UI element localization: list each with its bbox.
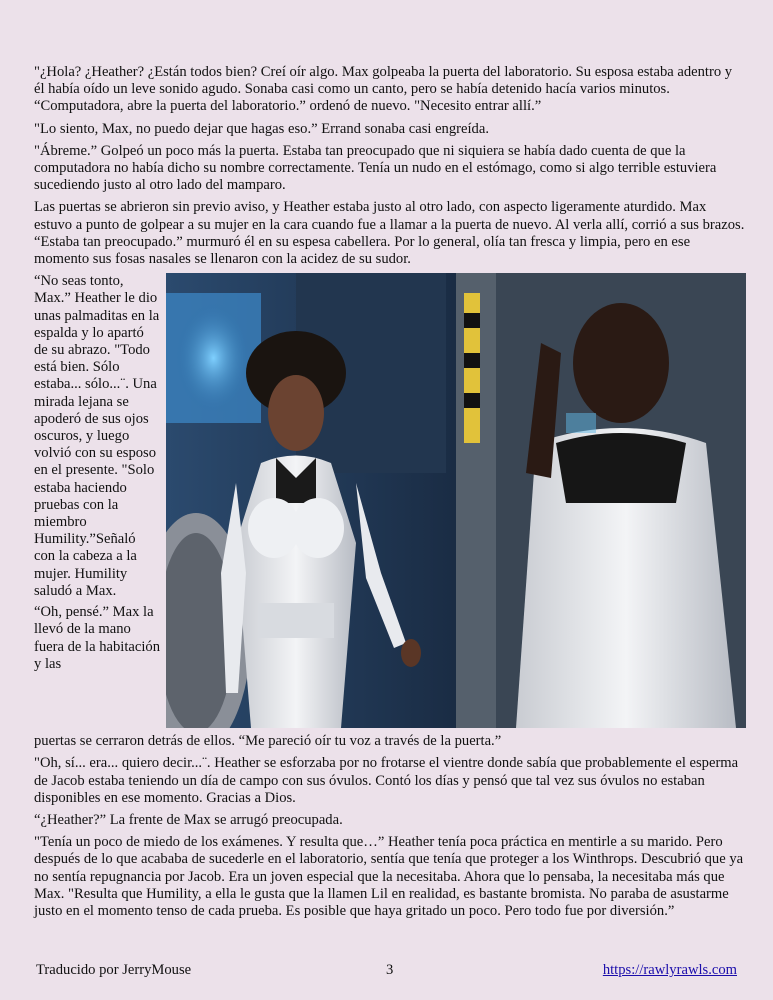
paragraph: "¿Hola? ¿Heather? ¿Están todos bien? Creí oír algo. Max golpeaba la puerta del laboratorio. Su esposa estaba adentro y él había oído un leve sonido agudo. Sonaba casi como un canto, pero se había detenido hacía varios minutos. “Computadora, abre la puerta del laboratorio.” ordenó de nuevo. "Necesito entrar allí.” [34, 64, 733, 115]
paragraph: “¿Heather?” La frente de Max se arrugó preocupada. [34, 812, 343, 829]
page-number: 3 [386, 962, 394, 978]
paragraph: puertas se cerraron detrás de ellos. “Me pareció oír tu voz a través de la puerta.” [34, 733, 502, 750]
translator-credit: Traducido por JerryMouse [36, 962, 192, 978]
document-body [34, 64, 746, 925]
paragraph: "Tenía un poco de miedo de los exámenes. Y resulta que…” Heather tenía poca práctica en mentirle a su marido. Pero después de lo que acababa de sucederle en el laboratorio, sentía que tenía que proteger a los Winthrops. Descubrió que ya no sentía repugnancia por Jacob. Era un joven especial que la necesitaba. Ahora que lo pensaba, la necesitaba más que Max. "Resulta que Humility, a ella le gusta que la llamen Lil en realidad, es bastante bromista. No paraba de asustarme justo en el momento tenso de cada prueba. Es posible que haya gritado un poco. Pero todo fue por diversión.” [34, 834, 744, 920]
side-column [34, 273, 160, 677]
paragraph: "Lo siento, Max, no puedo dejar que hagas eso.” Errand sonaba casi engreída. [34, 120, 489, 137]
text-image-wrap [34, 273, 746, 733]
website-link[interactable]: https://rawlyrawls.com [602, 962, 737, 978]
paragraph: "Ábreme.” Golpeó un poco más la puerta. Estaba tan preocupado que ni siquiera se había dado cuenta de que la computadora no había dicho su nombre correctamente. Tenía un nudo en el estómago, como si algo terrible estuviera sucediendo justo al otro lado del mamparo. [34, 142, 717, 194]
page-footer [36, 962, 737, 979]
scene-illustration [166, 273, 746, 728]
paragraph: “No seas tonto, Max.” Heather le dio unas palmaditas en la espalda y lo apartó de su abrazo. "Todo está bien. Sólo estaba... sólo...¨. Una mirada lejana se apoderó de sus ojos oscuros, y luego volvió con su esposo en el presente. "Solo estaba haciendo pruebas con la miembro Humility.”Señaló con la cabeza a la mujer. Humility saludó a Max. [34, 273, 160, 599]
paragraph: Las puertas se abrieron sin previo aviso, y Heather estaba justo al otro lado, con aspecto ligeramente aturdido. Max estuvo a punto de golpear a su mujer en la cara cuando fue a llamar a la puerta de nuevo. Al verla allí, corrió a sus brazos. “Estaba tan preocupado.” murmuró él en su espesa cabellera. Por lo general, olía tan fresca y limpia, pero en ese momento sus fosas nasales se llenaron con la acidez de su sudor. [34, 199, 745, 268]
paragraph: “Oh, pensé.” Max la llevó de la mano fuera de la habitación y las [34, 604, 161, 672]
scene-illustration-art [166, 273, 746, 728]
paragraph: "Oh, sí... era... quiero decir...¨. Heather se esforzaba por no frotarse el vientre donde sabía que probablemente el esperma de Jacob estaba teniendo un día de campo con sus óvulos. Contó los días y pensó que tal vez sus óvulos no estaban disponibles en ese momento. Gracias a Dios. [34, 755, 739, 806]
